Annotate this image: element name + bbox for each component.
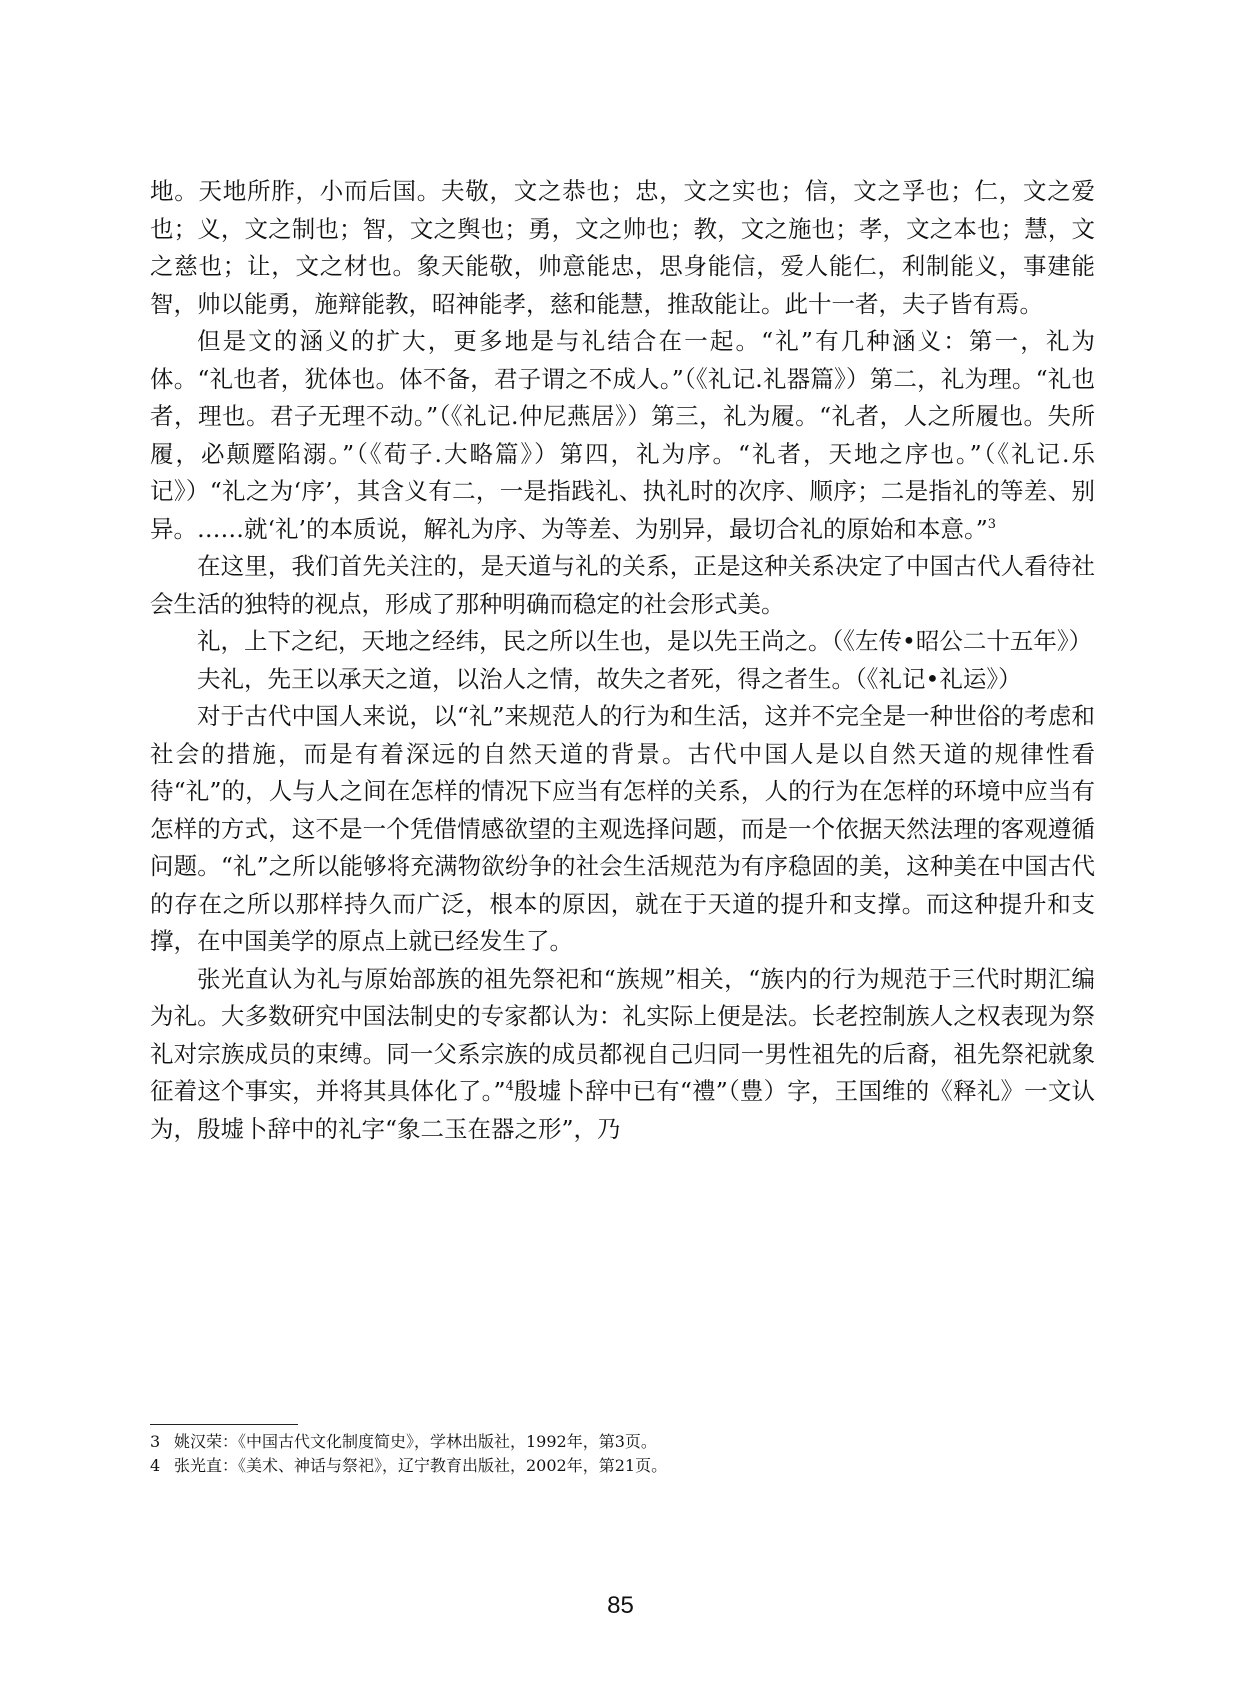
paragraph xyxy=(150,323,1095,548)
paragraph-text: 夫礼，先王以承天之道，以治人之情，故失之者死，得之者生。（《礼记•礼运》） xyxy=(197,664,1022,693)
quote-paragraph xyxy=(150,661,1095,699)
body-text xyxy=(150,173,1095,1148)
footnotes xyxy=(150,1430,1095,1478)
footnote-number: 4 xyxy=(150,1456,161,1475)
paragraph-text: 地。天地所胙，小而后国。夫敬，文之恭也；忠，文之实也；信，文之孚也；仁，文之爱也；义，文之制也；智，文之舆也；勇，文之帅也；教，文之施也；孝，文之本也；慧，文之慈也；让，文之材也。象天能敬，帅意能忠，思身能信，爱人能仁，利制能义，事建能智，帅以能勇，施辩能教，昭神能孝，慈和能慧，推敌能让。此十一者，夫子皆有焉。 xyxy=(150,177,1095,318)
paragraph xyxy=(150,173,1095,323)
page-number: 85 xyxy=(607,1592,634,1619)
paragraph xyxy=(150,961,1095,1149)
footnote xyxy=(150,1454,1095,1478)
footnote-divider xyxy=(150,1424,298,1425)
footnote-number: 3 xyxy=(150,1432,161,1451)
paragraph-text: 礼，上下之纪，天地之经纬，民之所以生也，是以先王尚之。（《左传•昭公二十五年》） xyxy=(197,627,1093,655)
paragraph-text: 在这里，我们首先关注的，是天道与礼的关系，正是这种关系决定了中国古代人看待社会生活的独特的视点，形成了那种明确而稳定的社会形式美。 xyxy=(150,552,1095,618)
footnote-text: 姚汉荣：《中国古代文化制度简史》，学林出版社，1992年，第3页。 xyxy=(174,1432,657,1451)
footnote-text: 张光直：《美术、神话与祭祀》，辽宁教育出版社，2002年，第21页。 xyxy=(174,1456,668,1475)
quote-paragraph xyxy=(150,623,1095,661)
paragraph-text: 张光直认为礼与原始部族的祖先祭祀和“族规”相关，“族内的行为规范于三代时期汇编为礼。大多数研究中国法制史的专家都认为：礼实际上便是法。长老控制族人之权表现为祭礼对宗族成员的束缚。同一父系宗族的成员都视自己归同一男性祖先的后裔，祖先祭祀就象征着这个事实，并将其具体化了。” xyxy=(150,964,1095,1105)
paragraph-text: 殷墟卜辞中已有“禮”（豊）字，王国维的《释礼》一文认为，殷墟卜辞中的礼字“象二玉在器之形”，乃 xyxy=(150,1077,1096,1143)
paragraph xyxy=(150,698,1095,961)
footnote-ref: 3 xyxy=(987,516,996,532)
footnote xyxy=(150,1430,1095,1454)
paragraph-text: 但是文的涵义的扩大，更多地是与礼结合在一起。“礼”有几种涵义：第一，礼为体。“礼也者，犹体也。体不备，君子谓之不成人。”（《礼记.礼器篇》）第二，礼为理。“礼也者，理也。君子无理不动。”（《礼记.仲尼燕居》）第三，礼为履。“礼者，人之所履也。失所履，必颠蹷陷溺。”（《荀子.大略篇》）第四，礼为序。“礼者，天地之序也。”（《礼记.乐记》）“礼之为‘序’，其含义有二，一是指践礼、执礼时的次序、顺序；二是指礼的等差、别异。……就‘礼’的本质说，解礼为序、为等差、为别异，最切合礼的原始和本意。” xyxy=(150,327,1095,543)
paragraph-text: 对于古代中国人来说，以“礼”来规范人的行为和生活，这并不完全是一种世俗的考虑和社会的措施，而是有着深远的自然天道的背景。古代中国人是以自然天道的规律性看待“礼”的，人与人之间在怎样的情况下应当有怎样的关系，人的行为在怎样的环境中应当有怎样的方式，这不是一个凭借情感欲望的主观选择问题，而是一个依据天然法理的客观遵循问题。“礼”之所以能够将充满物欲纷争的社会生活规范为有序稳固的美，这种美在中国古代的存在之所以那样持久而广泛，根本的原因，就在于天道的提升和支撑。而这种提升和支撑，在中国美学的原点上就已经发生了。 xyxy=(150,702,1095,955)
paragraph xyxy=(150,548,1095,623)
footnote-ref: 4 xyxy=(505,1079,514,1094)
